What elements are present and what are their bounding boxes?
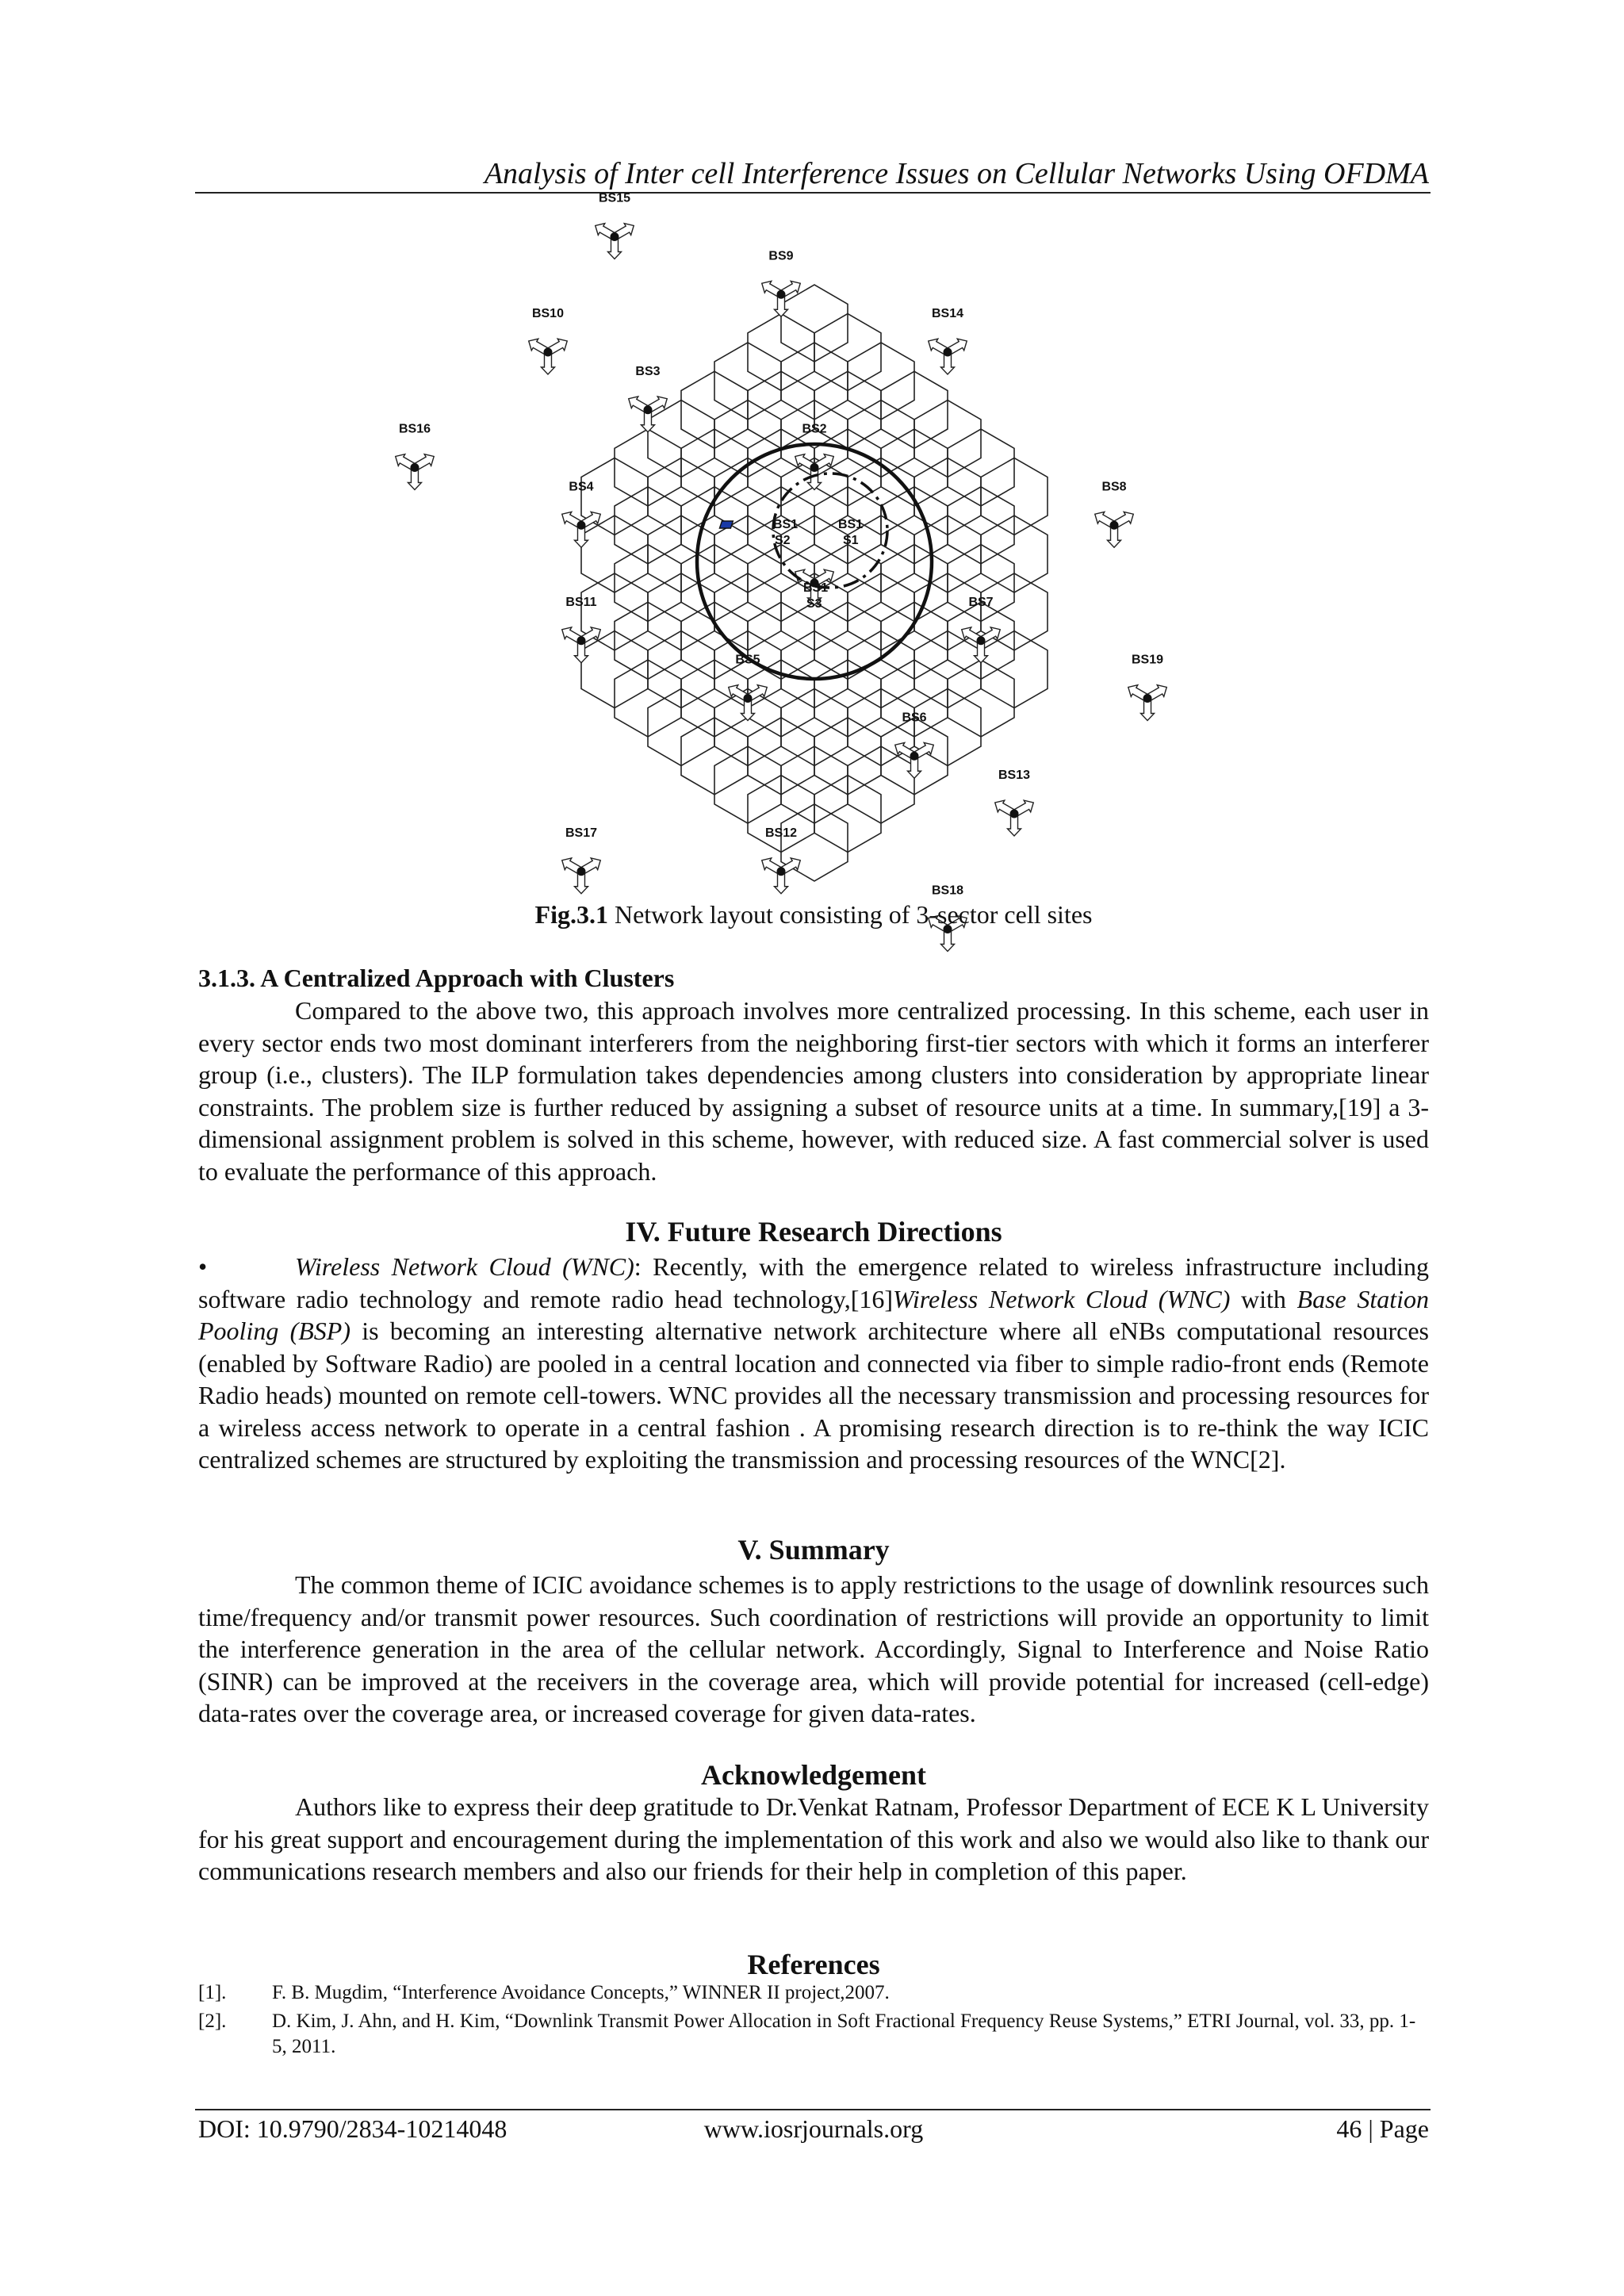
bs-label: BS19: [1132, 653, 1164, 667]
section-v-body: The common theme of ICIC avoidance schemes is to apply restrictions to the usage of downlink resources such time/frequency and/or transmit power resources. Such coordination of restrictions will provide an opportunity to limit the interference generation in the area of the cellular network. Accordingly, Signal to Interference and Noise Ratio (SINR) can be improved at the receivers in the coverage area, which will provide potential for increased (cell-edge) data-rates over the coverage area, or increased coverage for given data-rates.: [198, 1570, 1429, 1727]
bullet-text-c: is becoming an interesting alternative network architecture where all eNBs computational resources (enabled by Software Radio) are pooled in a central location and connected via fiber to simple radio-front ends (Remote Radio heads) mounted on remote cell-towers. WNC provides all the necessary transmission and processing resources for a wireless access network to operate in a central fashion . A promising research direction is to re-think the way ICIC centralized schemes are structured by exploiting the transmission and processing resources of the WNC[2].: [198, 1317, 1430, 1474]
bsp-term: Base Station Pooling (BSP): [198, 1284, 1429, 1345]
bs-label: BS2: [802, 422, 827, 436]
base-station-dot: [977, 636, 986, 645]
bs-label: BS15: [598, 191, 631, 205]
base-station-dot: [643, 405, 652, 414]
bullet-text-a: : Recently, with the emergence related to wireless infrastructure including software radio technology and remote radio head technology,[16]: [198, 1252, 1429, 1313]
bs-label: BS9: [768, 249, 794, 263]
figure-caption-text: Network layout consisting of 3-sector cell sites: [607, 900, 1093, 929]
bs-label: BS6: [902, 711, 927, 725]
wnc-term-2: Wireless Network Cloud (WNC): [893, 1284, 1231, 1313]
section-3-1-3-body: Compared to the above two, this approach involves more centralized processing. In this scheme, each user in every sector ends two most dominant interferers from the neighboring first-tier sectors with which it forms an interferer group (i.e., clusters). The ILP formulation takes dependencies among clusters into consideration by appropriate linear constraints. The problem size is further reduced by assigning a subset of resource units at a time. In summary,[19] a 3-dimensional assignment problem is solved in this scheme, however, with reduced size. A fast commercial solver is used to evaluate the performance of this approach.: [198, 996, 1429, 1186]
bs-label: BS4: [569, 480, 594, 494]
center-s1-line2: S1: [843, 534, 859, 547]
base-station-dot: [1143, 694, 1152, 703]
reference-item: [198, 1980, 1429, 2006]
bs-label: BS11: [565, 595, 597, 609]
base-station-dot: [1110, 521, 1119, 530]
hex-network-diagram: [398, 191, 1164, 898]
network-layout-figure: [398, 191, 1164, 898]
wnc-term: Wireless Network Cloud (WNC): [295, 1252, 634, 1281]
center-s2-line2: S2: [775, 534, 791, 547]
bs-label: BS12: [764, 826, 798, 840]
reference-text: F. B. Mugdim, “Interference Avoidance Concepts,” WINNER II project,2007.: [272, 1982, 890, 2003]
section-iv-bullet: [198, 1251, 1429, 1476]
footer-page-number: 46 | Page: [1336, 2114, 1429, 2143]
base-station-dot: [576, 636, 585, 645]
footer-site-link[interactable]: www.iosrjournals.org: [703, 2114, 924, 2143]
base-station-dot: [1010, 810, 1019, 818]
bs-label: BS3: [635, 364, 661, 378]
acknowledgement-heading: Acknowledgement: [701, 1759, 926, 1791]
base-station-dot: [543, 348, 552, 357]
base-station-dot: [610, 232, 619, 241]
center-s1-line1: BS1: [838, 518, 864, 531]
figure-caption: [198, 898, 1429, 931]
base-station-dot: [776, 290, 785, 299]
bs-label: BS7: [968, 595, 994, 609]
base-station-dot: [576, 867, 585, 876]
running-head: Analysis of Inter cell Interference Issues on Cellular Networks Using OFDMA: [484, 157, 1429, 190]
acknowledgement-body: Authors like to express their deep gratitude to Dr.Venkat Ratnam, Professor Department of ECE K L University for his great support and encouragement during the implementation of this work and also we would also like to thank our communications research members and also our friends for their help in completion of this paper.: [198, 1792, 1429, 1885]
bs-label: BS18: [931, 884, 964, 898]
bullet-text-b: with: [1230, 1284, 1297, 1313]
bs-label: BS16: [398, 422, 431, 436]
section-iv-heading: IV. Future Research Directions: [625, 1216, 1002, 1248]
bs-label: BS17: [565, 826, 597, 840]
reference-number: [2].: [198, 2010, 227, 2032]
base-station-dot: [776, 867, 785, 876]
user-equipment-marker: [719, 521, 733, 528]
header-rule: [195, 192, 1431, 194]
footer-rule: [195, 2109, 1431, 2110]
bs-label: BS5: [735, 653, 760, 667]
base-station-dot: [810, 463, 819, 472]
references-list: [198, 1980, 1429, 2063]
bullet-symbol: •: [198, 1252, 208, 1281]
base-station-dot: [410, 463, 419, 472]
bs-label: BS10: [531, 307, 564, 320]
section-v-heading: V. Summary: [737, 1534, 890, 1566]
base-station-dot: [576, 521, 585, 530]
section-3-1-3-title: 3.1.3. A Centralized Approach with Clusters: [198, 964, 675, 992]
figure-caption-label: Fig.3.1: [534, 900, 608, 929]
center-s3-line2: S3: [806, 597, 822, 611]
base-station-dot: [944, 348, 952, 357]
bs-label: BS13: [998, 769, 1031, 782]
base-station-dot: [910, 752, 919, 761]
references-heading: References: [747, 1949, 880, 1980]
bs-label: BS8: [1101, 480, 1127, 494]
reference-text: D. Kim, J. Ahn, and H. Kim, “Downlink Transmit Power Allocation in Soft Fractional Frequency Reuse Systems,” ETRI Journal, vol. 33, pp. 1-5, 2011.: [272, 2010, 1416, 2057]
reference-number: [1].: [198, 1982, 227, 2003]
base-station-dot: [743, 694, 752, 703]
reference-item: [198, 2009, 1429, 2060]
center-s2-line1: BS1: [773, 518, 799, 531]
footer-doi: DOI: 10.9790/2834-10214048: [198, 2114, 508, 2143]
center-s3-line1: BS1: [803, 581, 829, 595]
bs-label: BS14: [931, 307, 964, 320]
